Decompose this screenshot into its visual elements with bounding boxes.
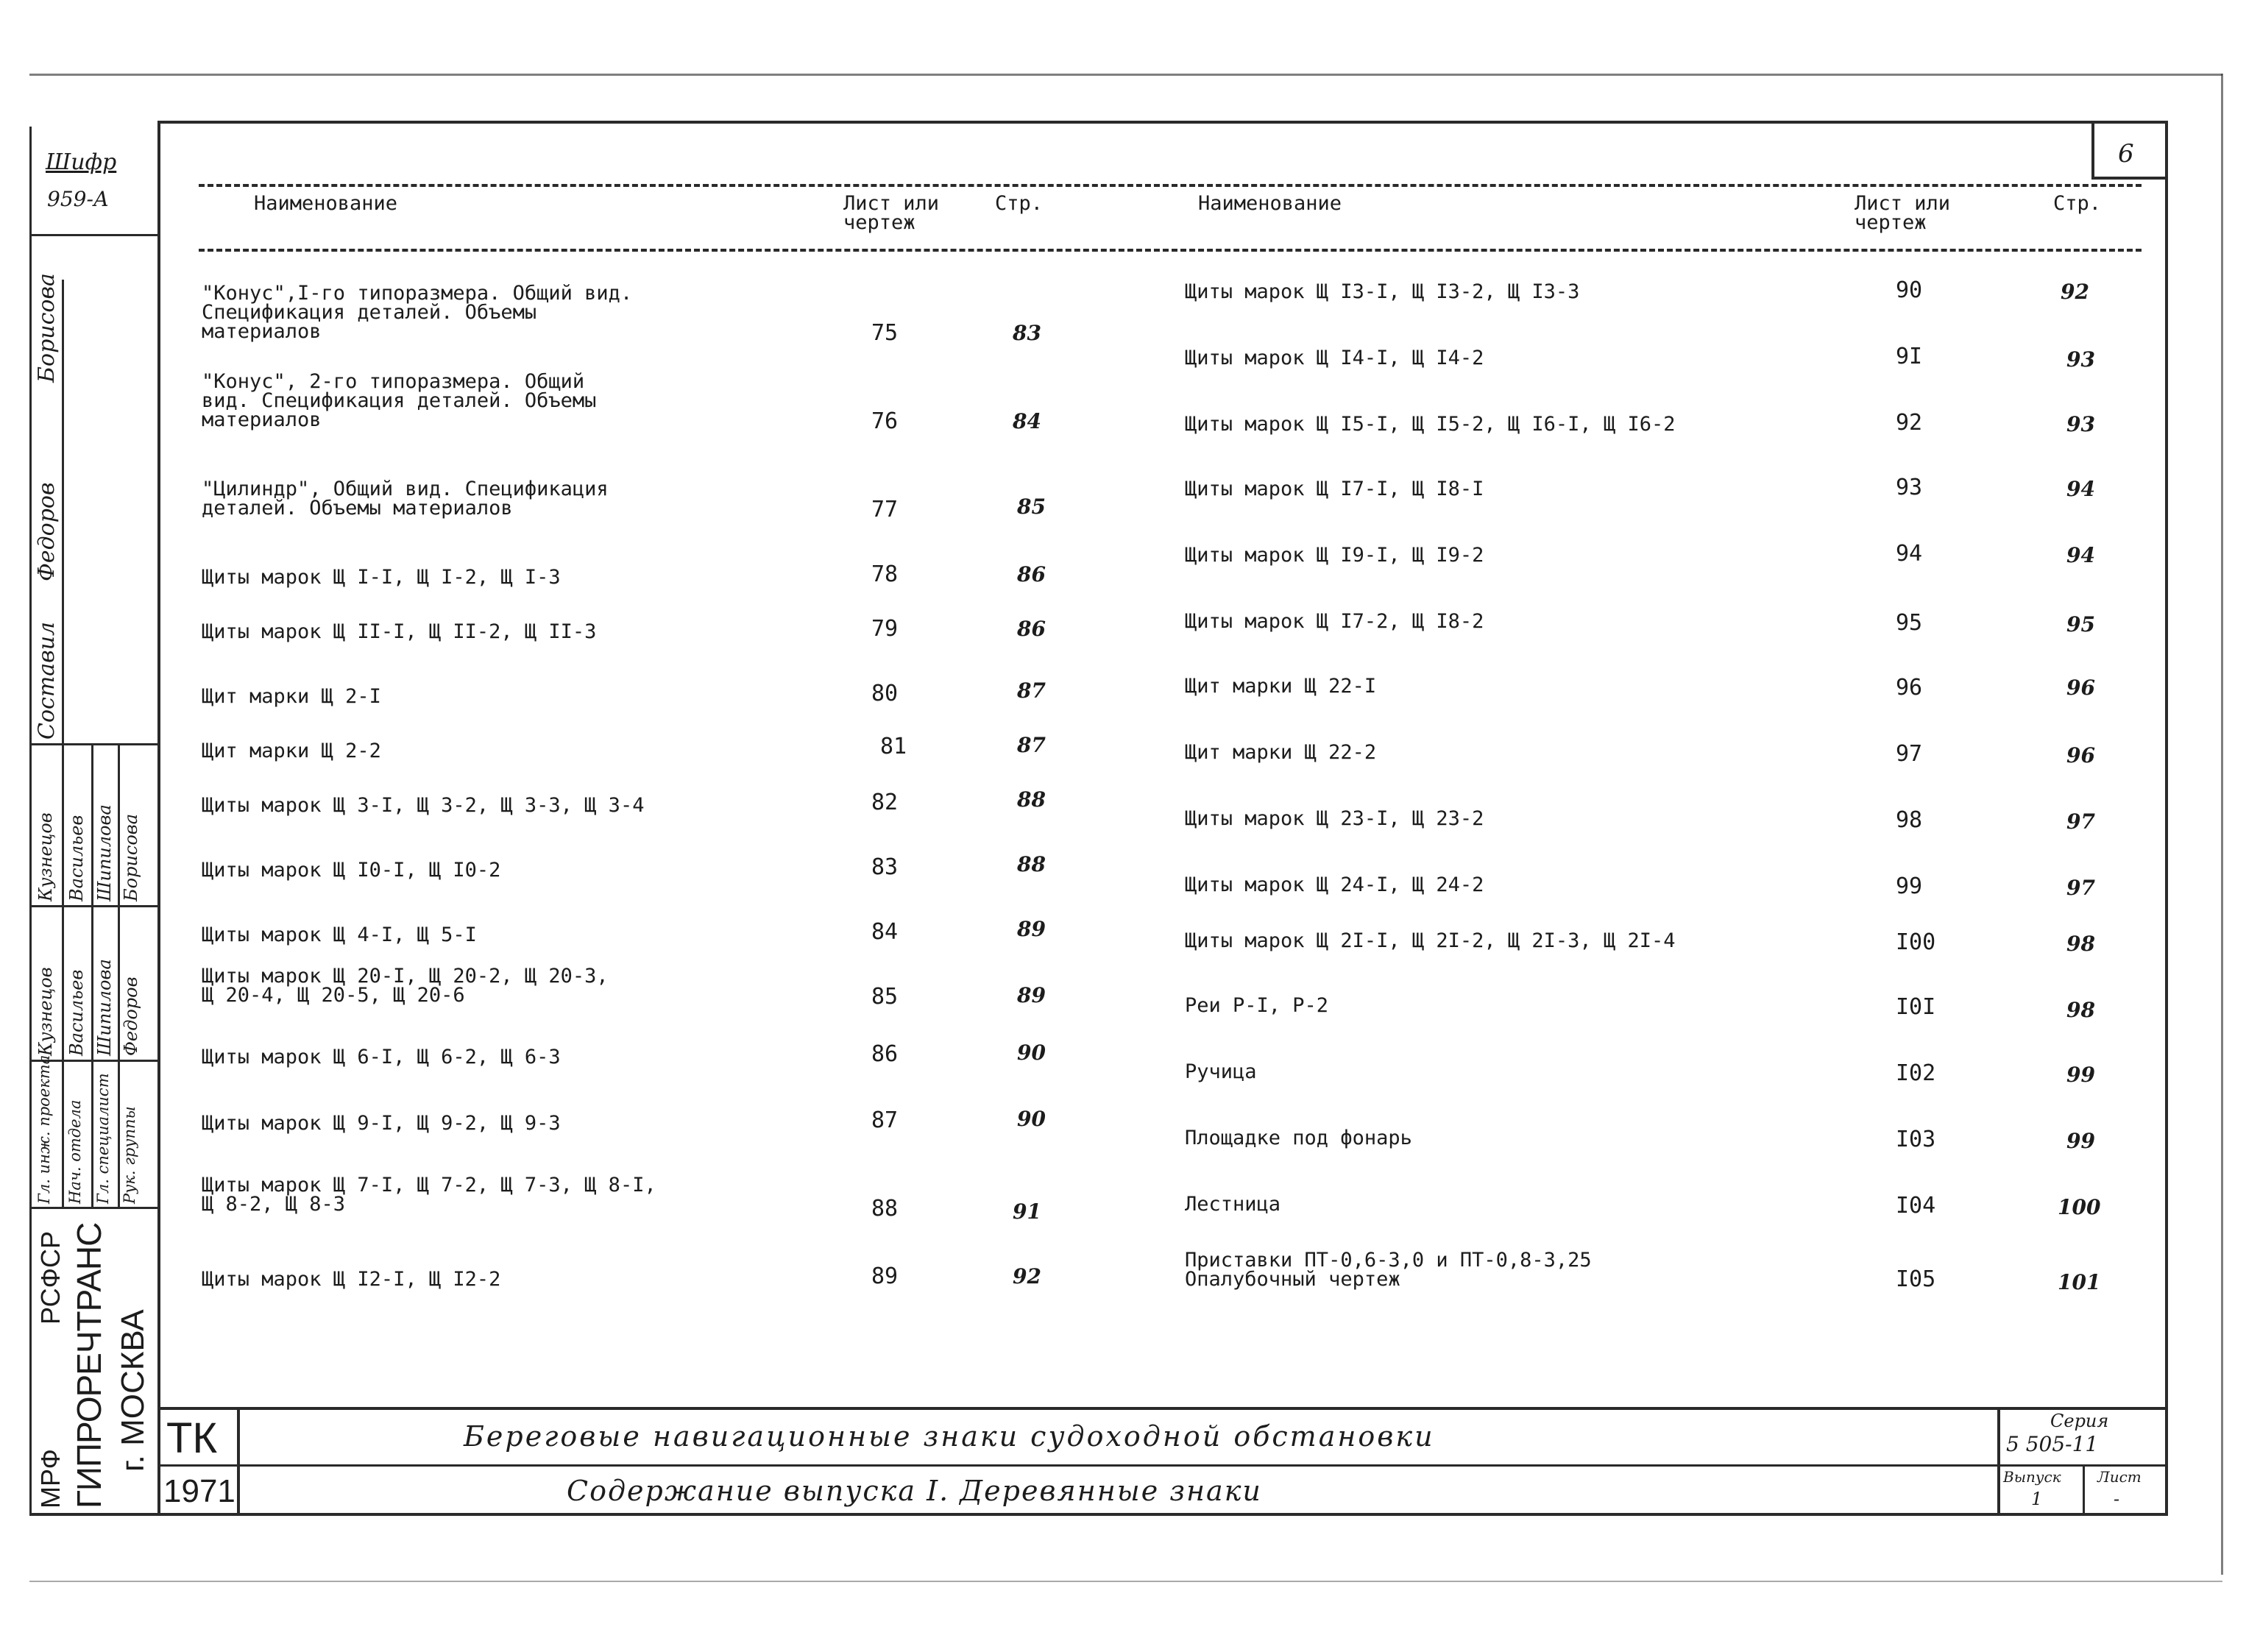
strip-col-3 (118, 743, 120, 1207)
outer-frame-top (29, 74, 2222, 76)
left-row-6-page: 87 (1017, 678, 1046, 703)
strip-col-1 (62, 280, 64, 1207)
header-sheet-left: Лист или чертеж (843, 192, 940, 234)
title-mark: ТК (166, 1414, 218, 1462)
left-row-12-name: Щиты марок Щ 6-I, Щ 6-2, Щ 6-3 (202, 1046, 561, 1068)
right-row-4-sheet: 93 (1896, 475, 1923, 500)
right-row-3-sheet: 92 (1896, 410, 1923, 436)
right-row-4-page: 94 (2066, 477, 2095, 501)
frame-left (157, 121, 160, 1515)
title-block-top (157, 1407, 2167, 1410)
left-row-7-page: 87 (1017, 733, 1046, 757)
right-row-14-name: Площадке под фонарь (1185, 1127, 1412, 1149)
header-sheet-right: Лист или чертеж (1855, 192, 1951, 234)
header-name-left: Наименование (254, 192, 398, 215)
signature-role-1: Гл. инж. проекта (35, 1054, 53, 1204)
left-row-13-name: Щиты марок Щ 9-I, Щ 9-2, Щ 9-3 (202, 1112, 561, 1135)
left-row-4-name: Щиты марок Щ I-I, Щ I-2, Щ I-3 (202, 566, 561, 589)
right-row-11-name: Щиты марок Щ 2I-I, Щ 2I-2, Щ 2I-3, Щ 2I-4 (1185, 929, 1676, 952)
signature-name-4: Борисова (121, 813, 141, 901)
header-rule-top (199, 184, 2142, 187)
strip-col-2 (91, 743, 93, 1207)
org-ministry: МРФ (35, 1449, 65, 1509)
title-year: 1971 (163, 1473, 235, 1509)
right-row-8-sheet: 97 (1896, 741, 1923, 767)
left-row-12-page: 90 (1017, 1041, 1046, 1065)
signature-sign-3: Шипилова (94, 959, 115, 1056)
issue-label: Выпуск (2003, 1468, 2061, 1486)
signature-sign-1: Кузнецов (35, 967, 56, 1056)
sheet-number: 6 (2118, 139, 2134, 169)
left-row-13-page: 90 (1017, 1107, 1046, 1131)
right-row-1-name: Щиты марок Щ I3-I, Щ I3-2, Щ I3-3 (1185, 280, 1580, 303)
header-page-right: Стр. (2053, 192, 2102, 215)
left-row-9-name: Щиты марок Щ I0-I, Щ I0-2 (202, 859, 501, 882)
left-row-7-name: Щит марки Щ 2-2 (202, 740, 381, 762)
right-row-12-page: 98 (2066, 998, 2095, 1022)
left-row-11-page: 89 (1017, 983, 1046, 1007)
title-block-series-divider (1997, 1407, 2000, 1514)
left-row-15-page: 92 (1013, 1264, 1041, 1288)
right-row-5-sheet: 94 (1896, 541, 1923, 567)
right-row-10-page: 97 (2066, 876, 2095, 900)
left-row-7-sheet: 81 (880, 734, 907, 759)
left-row-1-page: 83 (1013, 321, 1041, 345)
outer-frame-right (2221, 74, 2223, 1575)
right-row-6-page: 95 (2066, 612, 2095, 637)
left-row-12-sheet: 86 (871, 1041, 899, 1067)
right-row-9-page: 97 (2066, 809, 2095, 834)
right-row-1-page: 92 (2061, 280, 2089, 304)
left-row-2-name: "Конус", 2-го типоразмера. Общий вид. Спецификация деталей. Объемы материалов (202, 370, 597, 431)
right-row-2-sheet: 9I (1896, 344, 1923, 369)
left-row-1-name: "Конус",I-го типоразмера. Общий вид. Спецификация деталей. Объемы материалов (202, 282, 633, 343)
left-row-3-page: 85 (1017, 494, 1046, 519)
left-row-13-sheet: 87 (871, 1107, 899, 1133)
issue-value: 1 (2031, 1489, 2043, 1509)
left-row-2-sheet: 76 (871, 408, 899, 434)
right-row-16-sheet: I05 (1896, 1266, 1936, 1292)
outer-frame-bottom (29, 1581, 2222, 1582)
left-row-5-page: 86 (1017, 617, 1046, 641)
right-row-11-page: 98 (2066, 932, 2095, 956)
sheet-value: - (2114, 1489, 2120, 1509)
right-row-13-name: Ручица (1185, 1060, 1257, 1083)
signature-name-3: Шипилова (94, 804, 115, 901)
right-row-7-sheet: 96 (1896, 675, 1923, 701)
signature-name-2: Васильев (66, 815, 87, 901)
strip-stamp-top (29, 743, 159, 745)
right-row-8-name: Щит марки Щ 22-2 (1185, 741, 1377, 764)
right-row-11-sheet: I00 (1896, 929, 1936, 955)
series-label: Серия (2050, 1411, 2109, 1431)
left-row-8-page: 88 (1017, 787, 1046, 812)
frame-right (2165, 121, 2168, 1515)
right-row-10-name: Щиты марок Щ 24-I, Щ 24-2 (1185, 873, 1484, 896)
org-republic: РСФСР (35, 1231, 65, 1325)
left-row-4-sheet: 78 (871, 561, 899, 587)
strip-cipher-divider (29, 234, 159, 236)
org-institute: ГИПРОРЕЧТРАНС (70, 1222, 108, 1509)
left-row-1-sheet: 75 (871, 320, 899, 346)
right-row-8-page: 96 (2066, 743, 2095, 767)
title-block-mid (157, 1464, 2167, 1467)
right-row-2-page: 93 (2066, 347, 2095, 372)
frame-bottom (29, 1513, 2168, 1516)
strip-left-edge (29, 127, 32, 1514)
right-row-3-name: Щиты марок Щ I5-I, Щ I5-2, Щ I6-I, Щ I6-2 (1185, 413, 1676, 436)
right-row-9-name: Щиты марок Щ 23-I, Щ 23-2 (1185, 807, 1484, 830)
right-row-16-name: Приставки ПТ-0,6-3,0 и ПТ-0,8-3,25 Опалубочный чертеж (1185, 1249, 1592, 1291)
header-page-left: Стр. (995, 192, 1044, 215)
right-row-1-sheet: 90 (1896, 277, 1923, 303)
right-row-15-page: 100 (2058, 1195, 2101, 1219)
title-line-2: Содержание выпуска I. Деревянные знаки (567, 1475, 1262, 1507)
cipher-value: 959-А (47, 187, 110, 211)
signature-role-2: Нач. отдела (66, 1099, 84, 1204)
left-row-3-sheet: 77 (871, 497, 899, 522)
right-row-7-page: 96 (2066, 676, 2095, 700)
right-row-6-name: Щиты марок Щ I7-2, Щ I8-2 (1185, 610, 1484, 633)
signature-sign-4: Федоров (121, 976, 141, 1056)
left-row-11-name: Щиты марок Щ 20-I, Щ 20-2, Щ 20-3, Щ 20-4, Щ 20-5, Щ 20-6 (202, 965, 609, 1007)
org-city: г. МОСКВА (115, 1309, 151, 1472)
left-row-4-page: 86 (1017, 562, 1046, 586)
right-row-3-page: 93 (2066, 412, 2095, 436)
left-row-3-name: "Цилиндр", Общий вид. Спецификация деталей. Объемы материалов (202, 478, 609, 520)
right-row-13-page: 99 (2066, 1063, 2095, 1087)
signature-name-1: Кузнецов (35, 812, 56, 901)
signature-role-3: Гл. специалист (94, 1073, 112, 1204)
right-row-15-name: Лестница (1185, 1193, 1281, 1216)
left-row-10-sheet: 84 (871, 919, 899, 945)
signature-role-4: Рук. группы (121, 1106, 138, 1204)
right-row-9-sheet: 98 (1896, 807, 1923, 833)
title-block-issue-divider (2083, 1464, 2085, 1514)
left-row-8-name: Щиты марок Щ 3-I, Щ 3-2, Щ 3-3, Щ 3-4 (202, 794, 645, 817)
cipher-label: Шифр (46, 149, 117, 175)
strip-stamp-mid (29, 905, 159, 907)
left-row-15-sheet: 89 (871, 1263, 899, 1289)
left-row-14-page: 91 (1013, 1199, 1041, 1224)
right-row-10-sheet: 99 (1896, 873, 1923, 899)
left-row-5-name: Щиты марок Щ II-I, Щ II-2, Щ II-3 (202, 620, 597, 643)
right-row-14-page: 99 (2066, 1129, 2095, 1153)
right-row-6-sheet: 95 (1896, 610, 1923, 636)
left-row-5-sheet: 79 (871, 616, 899, 642)
strip-stamp-end (29, 1207, 159, 1209)
right-row-12-name: Реи Р-I, Р-2 (1185, 994, 1329, 1017)
right-row-7-name: Щит марки Щ 22-I (1185, 675, 1377, 698)
right-row-2-name: Щиты марок Щ I4-I, Щ I4-2 (1185, 347, 1484, 369)
header-name-right: Наименование (1198, 192, 1342, 215)
left-row-11-sheet: 85 (871, 984, 899, 1010)
left-row-6-name: Щит марки Щ 2-I (202, 685, 381, 708)
left-row-15-name: Щиты марок Щ I2-I, Щ I2-2 (202, 1268, 501, 1291)
stamp-name-2: Федоров (34, 482, 60, 581)
right-row-16-page: 101 (2058, 1270, 2101, 1294)
series-value: 5 505-11 (2006, 1432, 2099, 1456)
left-row-10-name: Щиты марок Щ 4-I, Щ 5-I (202, 924, 477, 946)
title-line-1: Береговые навигационные знаки судоходной обстановки (464, 1420, 1435, 1453)
right-row-13-sheet: I02 (1896, 1060, 1936, 1086)
sheet-label: Лист (2097, 1468, 2142, 1486)
left-row-6-sheet: 80 (871, 681, 899, 706)
title-block-mark-divider (237, 1407, 240, 1514)
left-row-9-sheet: 83 (871, 854, 899, 880)
right-row-12-sheet: I0I (1896, 994, 1936, 1020)
frame-top (157, 121, 2167, 124)
right-row-5-page: 94 (2066, 543, 2095, 567)
left-row-14-sheet: 88 (871, 1196, 899, 1222)
right-row-14-sheet: I03 (1896, 1127, 1936, 1152)
right-row-4-name: Щиты марок Щ I7-I, Щ I8-I (1185, 478, 1484, 500)
right-row-5-name: Щиты марок Щ I9-I, Щ I9-2 (1185, 544, 1484, 567)
stamp-name-1: Борисова (34, 273, 60, 383)
left-row-14-name: Щиты марок Щ 7-I, Щ 7-2, Щ 7-3, Щ 8-I, Щ 8-2, Щ 8-3 (202, 1174, 656, 1216)
signature-sign-2: Васильев (66, 969, 87, 1056)
left-row-10-page: 89 (1017, 917, 1046, 941)
stamp-name-3: Составил (34, 621, 60, 740)
left-row-9-page: 88 (1017, 852, 1046, 876)
left-row-2-page: 84 (1013, 409, 1041, 433)
header-rule-bottom (199, 249, 2142, 252)
left-row-8-sheet: 82 (871, 790, 899, 815)
right-row-15-sheet: I04 (1896, 1193, 1936, 1219)
